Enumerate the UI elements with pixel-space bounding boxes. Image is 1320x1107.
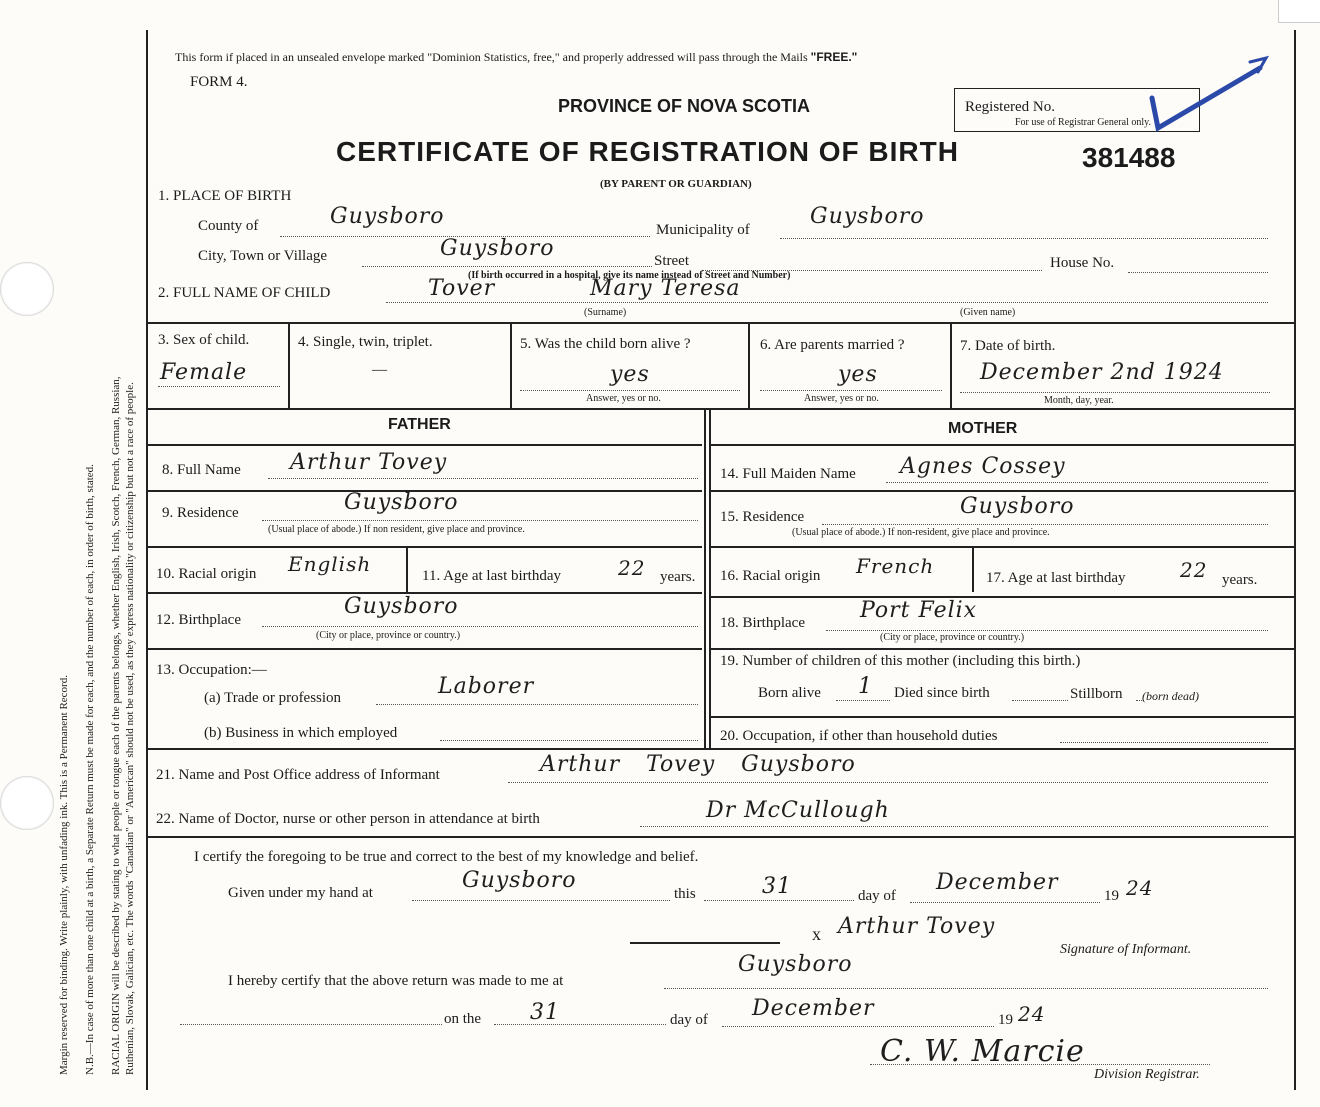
mother-name-line — [886, 482, 1268, 483]
father-heading: FATHER — [388, 416, 451, 433]
reg-day-value: 31 — [530, 1000, 560, 1025]
stamp-number: 381488 — [1082, 142, 1176, 173]
father-birthplace-line — [262, 626, 698, 627]
on-the-label: on the — [444, 1011, 482, 1027]
doctor-label: 22. Name of Doctor, nurse or other person in attendance at birth — [156, 811, 540, 827]
father-row-line-2 — [146, 546, 702, 548]
informant-mark: x — [812, 924, 821, 944]
place-of-birth-label: 1. PLACE OF BIRTH — [158, 188, 292, 204]
box-divider-1 — [288, 322, 290, 408]
informant-value: Arthur Tovey Guysboro — [540, 752, 856, 777]
mother-age-label: 17. Age at last birthday — [986, 570, 1126, 586]
year-prefix: 19 — [1104, 888, 1119, 904]
registrar-note: For use of Registrar General only. — [1015, 117, 1151, 128]
municipality-value: Guysboro — [810, 204, 925, 229]
informant-line — [508, 782, 1268, 783]
father-residence-value: Guysboro — [344, 490, 459, 515]
divider-informant — [146, 748, 1294, 750]
municipality-line — [780, 238, 1268, 239]
child-name-label: 2. FULL NAME OF CHILD — [158, 285, 331, 301]
date-value: December 2nd 1924 — [980, 360, 1224, 385]
mother-row-line-1 — [710, 490, 1294, 492]
province-title: PROVINCE OF NOVA SCOTIA — [558, 96, 811, 116]
box-divider-3 — [748, 322, 750, 408]
frame-right-border — [1294, 30, 1296, 1090]
month-line — [910, 902, 1100, 903]
reg-year-value: 24 — [1018, 1002, 1046, 1026]
born-alive-line — [836, 700, 890, 701]
single-value: — — [372, 362, 387, 378]
alive-caption: Answer, yes or no. — [586, 393, 661, 404]
date-line — [960, 392, 1270, 393]
registrar-caption: Division Registrar. — [1094, 1067, 1200, 1082]
mother-age-value: 22 — [1180, 558, 1208, 582]
reg-month-value: December — [752, 996, 875, 1021]
registrar-place-value: Guysboro — [738, 952, 853, 977]
given-caption: (Given name) — [960, 307, 1016, 318]
mother-heading: MOTHER — [948, 420, 1018, 437]
alive-value: yes — [610, 362, 650, 387]
house-label: House No. — [1050, 255, 1115, 271]
died-line — [1012, 700, 1068, 701]
informant-signature: Arthur Tovey — [838, 914, 996, 939]
house-line — [1128, 272, 1268, 273]
margin-note-3: RACIAL ORIGIN will be described by stating to what people or tongue each of the parents belongs, whether English, Irish, Scotch, French, German, Russian, — [110, 376, 122, 1075]
signature-caption: Signature of Informant. — [1060, 942, 1192, 957]
this-label: this — [674, 886, 696, 902]
day-line — [704, 900, 854, 901]
mother-row-line-5 — [710, 716, 1294, 718]
father-racial-label: 10. Racial origin — [156, 566, 257, 582]
blue-checkmark — [1140, 50, 1270, 140]
mother-birthplace-caption: (City or place, province or country.) — [880, 632, 1025, 643]
born-alive-value: 1 — [858, 674, 873, 699]
registrar-signature-line — [870, 1064, 1210, 1065]
mother-row-line-2 — [710, 546, 1294, 548]
mother-age-years: years. — [1222, 572, 1258, 588]
reg-year-prefix: 19 — [998, 1012, 1013, 1028]
mother-occupation-label: 20. Occupation, if other than household duties — [720, 728, 998, 744]
father-trade-value: Laborer — [438, 674, 535, 699]
father-birthplace-value: Guysboro — [344, 594, 459, 619]
mother-row-line-3 — [710, 596, 1294, 598]
reg-day-line — [494, 1024, 666, 1025]
died-label: Died since birth — [894, 685, 990, 701]
registrar-pre-line — [180, 1024, 442, 1025]
child-surname: Tover — [428, 276, 496, 301]
mother-name-label: 14. Full Maiden Name — [720, 466, 856, 482]
date-label: 7. Date of birth. — [960, 338, 1056, 354]
surname-caption: (Surname) — [584, 307, 627, 318]
page-subtitle: (BY PARENT OR GUARDIAN) — [600, 178, 752, 190]
informant-label: 21. Name and Post Office address of Informant — [156, 767, 440, 783]
registrar-place-line — [664, 988, 1268, 989]
father-birthplace-label: 12. Birthplace — [156, 612, 241, 628]
mother-birthplace-value: Port Felix — [860, 598, 978, 623]
father-trade-line — [376, 704, 698, 705]
municipality-label: Municipality of — [656, 222, 750, 238]
month-value: December — [936, 870, 1059, 895]
married-caption: Answer, yes or no. — [804, 393, 879, 404]
reg-month-line — [722, 1026, 994, 1027]
father-age-label: 11. Age at last birthday — [422, 568, 561, 584]
father-racial-divider — [406, 546, 408, 592]
page-title: CERTIFICATE OF REGISTRATION OF BIRTH — [336, 136, 959, 167]
mother-racial-value: French — [856, 554, 935, 578]
alive-line — [520, 390, 740, 391]
father-business-label: (b) Business in which employed — [204, 725, 398, 741]
stillborn-note: (born dead) — [1142, 689, 1199, 703]
parents-center-divider-2 — [709, 408, 711, 748]
sex-line — [158, 386, 280, 387]
father-row-line-4 — [146, 648, 702, 650]
father-business-line — [440, 740, 698, 741]
father-age-value: 22 — [618, 556, 646, 580]
date-caption: Month, day, year. — [1044, 395, 1114, 406]
father-name-value: Arthur Tovey — [290, 450, 448, 475]
mother-residence-line — [822, 524, 1268, 525]
father-residence-label: 9. Residence — [162, 505, 239, 521]
mother-racial-divider — [972, 546, 974, 592]
page-corner — [1278, 0, 1320, 23]
given-label: Given under my hand at — [228, 885, 373, 901]
alive-label: 5. Was the child born alive ? — [520, 336, 691, 352]
born-alive-label: Born alive — [758, 685, 821, 701]
divider-top-boxes — [146, 322, 1294, 324]
mother-occupation-line — [1060, 742, 1268, 743]
city-value: Guysboro — [440, 236, 555, 261]
mother-residence-label: 15. Residence — [720, 509, 805, 525]
registrar-statement: I hereby certify that the above return was made to me at — [228, 973, 564, 989]
married-label: 6. Are parents married ? — [760, 337, 905, 353]
doctor-value: Dr McCullough — [706, 798, 890, 823]
mother-birthplace-line — [826, 630, 1268, 631]
form-number: FORM 4. — [190, 74, 248, 90]
hospital-note: (If birth occurred in a hospital, give its name instead of Street and Number) — [468, 270, 791, 281]
father-residence-line — [262, 520, 698, 521]
father-heading-line — [146, 444, 702, 446]
parents-center-divider — [704, 408, 706, 748]
father-trade-label: (a) Trade or profession — [204, 690, 342, 706]
certify-statement: I certify the foregoing to be true and correct to the best of my knowledge and belief. — [194, 849, 699, 865]
married-value: yes — [838, 362, 878, 387]
father-age-years: years. — [660, 569, 696, 585]
given-place-value: Guysboro — [462, 868, 577, 893]
mail-notice: This form if placed in an unsealed envelope marked "Dominion Statistics, free," and properly addressed will pass through the Mails "FREE." — [175, 50, 858, 64]
margin-note-1: Margin reserved for binding. Write plainly, with unfading ink. This is a Permanent Record. — [58, 675, 70, 1075]
punch-hole-bottom — [0, 776, 54, 830]
given-place-line — [412, 900, 670, 901]
sex-value: Female — [160, 360, 248, 385]
child-name-line — [386, 302, 1268, 303]
mother-heading-line — [710, 444, 1294, 446]
county-label: County of — [198, 218, 259, 234]
mother-name-value: Agnes Cossey — [900, 454, 1066, 479]
married-line — [760, 390, 942, 391]
mother-residence-value: Guysboro — [960, 494, 1075, 519]
box-divider-2 — [510, 322, 512, 408]
margin-note-2: N.B.—In case of more than one child at a birth, a Separate Return must be made for each, and the number of each, in order of birth, stated. — [84, 464, 96, 1075]
registrar-signature: C. W. Marcie — [880, 1034, 1085, 1069]
divider-certify — [146, 836, 1294, 838]
day-of-label: day of — [858, 888, 896, 904]
divider-parents — [146, 408, 1294, 410]
box-divider-4 — [950, 322, 952, 408]
child-given-name: Mary Teresa — [590, 276, 741, 301]
father-name-line — [268, 478, 698, 479]
mother-row-line-4 — [710, 648, 1294, 650]
county-value: Guysboro — [330, 204, 445, 229]
mother-birthplace-label: 18. Birthplace — [720, 615, 805, 631]
informant-signature-rule — [630, 942, 780, 944]
registered-label: Registered No. — [965, 99, 1055, 115]
stillborn-label: Stillborn — [1070, 686, 1123, 702]
mother-children-label: 19. Number of children of this mother (including this birth.) — [720, 653, 1081, 669]
frame-left-border — [146, 30, 148, 1090]
city-label: City, Town or Village — [198, 248, 328, 264]
mother-residence-caption: (Usual place of abode.) If non-resident, give place and province. — [792, 527, 1050, 538]
mother-racial-label: 16. Racial origin — [720, 568, 821, 584]
father-birthplace-caption: (City or place, province or country.) — [316, 630, 461, 641]
father-residence-caption: (Usual place of abode.) If non resident, give place and province. — [268, 524, 525, 535]
father-name-label: 8. Full Name — [162, 462, 241, 478]
punch-hole-top — [0, 262, 54, 316]
doctor-line — [640, 826, 1268, 827]
father-occupation-label: 13. Occupation:— — [156, 662, 267, 678]
city-line — [362, 266, 652, 267]
sex-label: 3. Sex of child. — [158, 332, 250, 348]
reg-day-of-label: day of — [670, 1012, 708, 1028]
year-value: 24 — [1126, 876, 1154, 900]
single-label: 4. Single, twin, triplet. — [298, 334, 433, 350]
day-value: 31 — [762, 874, 792, 899]
street-label: Street — [654, 253, 689, 269]
father-racial-value: English — [288, 552, 372, 576]
margin-note-4: Ruthenian, Slovak, Galician, etc. The words "Canadian" or "American" should not be used, as they express nationality or citizenship but not a race of people. — [124, 382, 136, 1075]
